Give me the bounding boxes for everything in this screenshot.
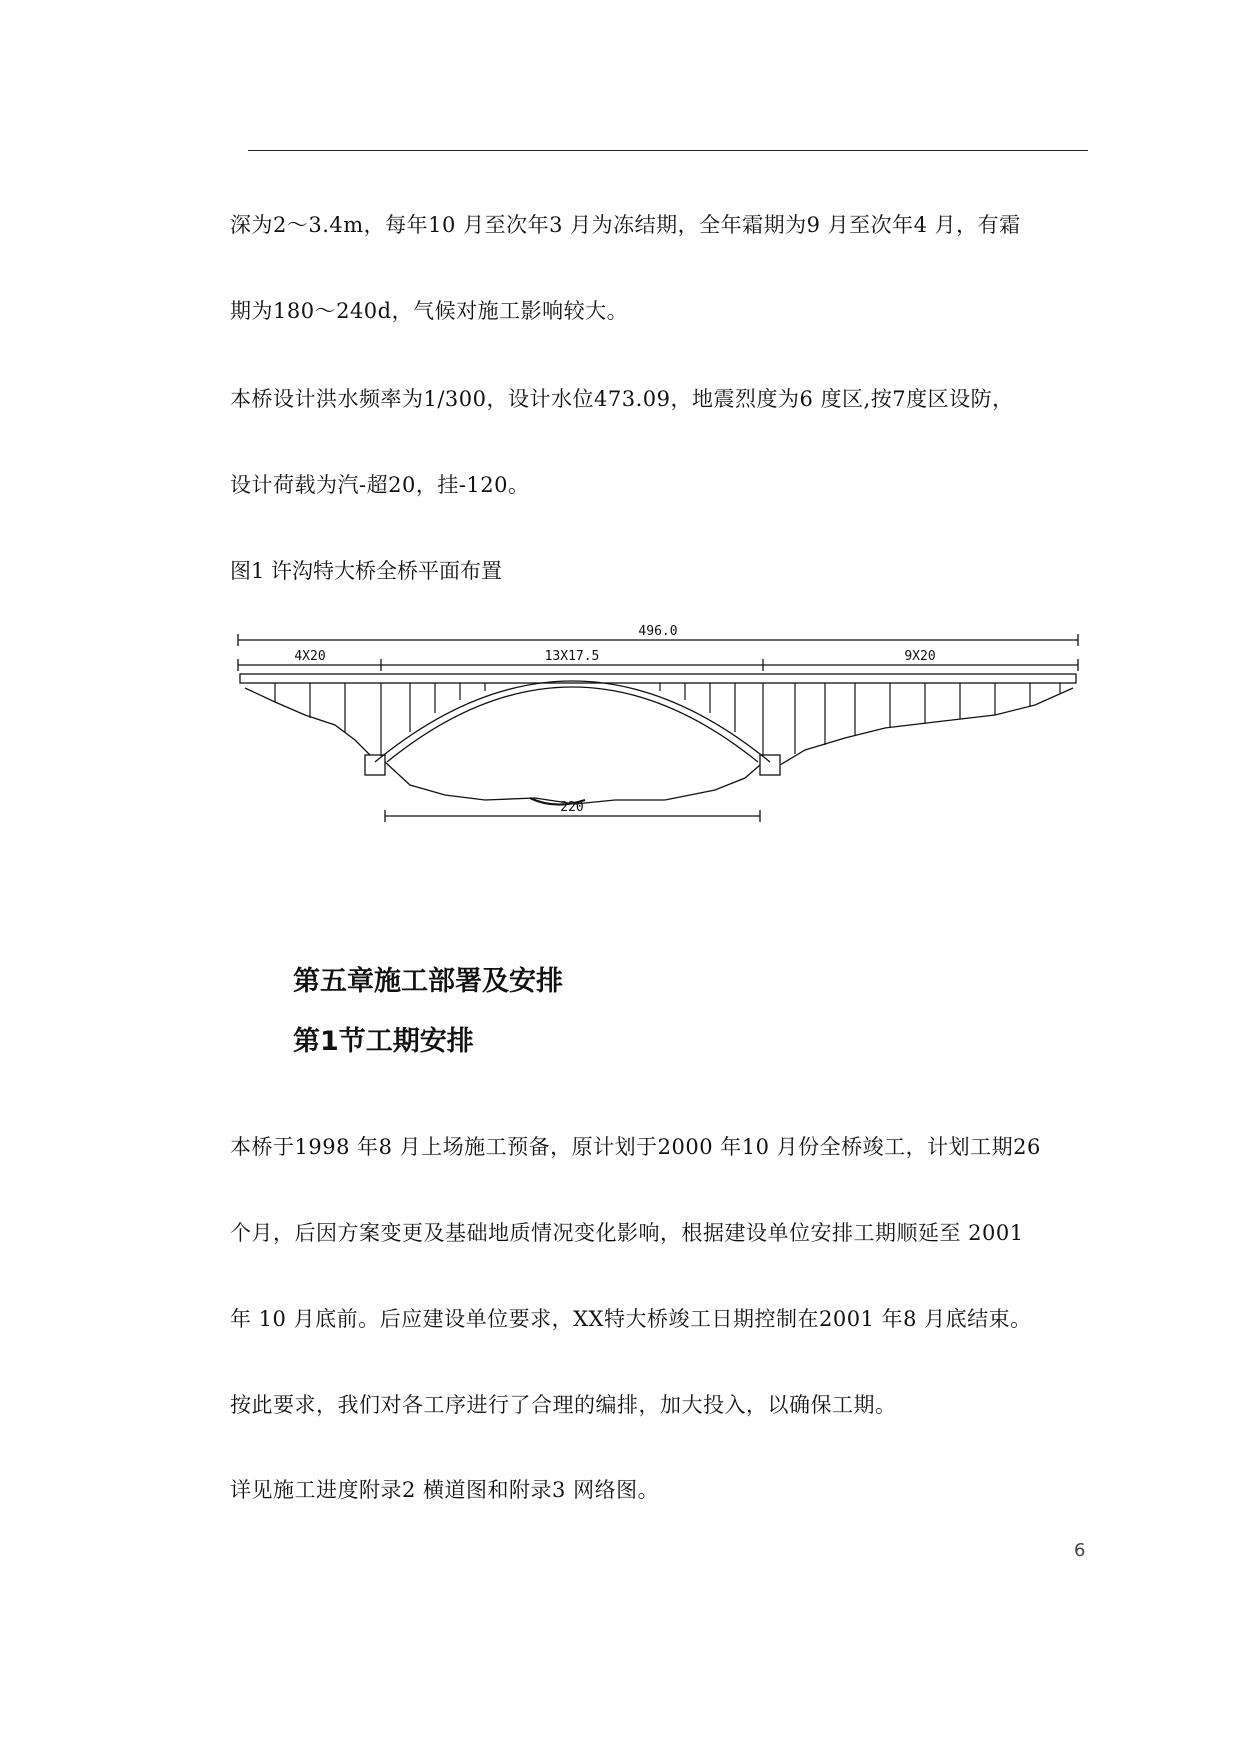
- bridge-elevation-diagram: [235, 620, 1085, 830]
- header-rule: [248, 150, 1088, 151]
- section-heading: 第1节工期安排: [293, 1026, 474, 1057]
- body-line: 按此要求，我们对各工序进行了合理的编排，加大投入，以确保工期。: [230, 1393, 897, 1417]
- paragraph-line: 设计荷载为汽-超20，挂-120。: [230, 473, 530, 497]
- right-span-label: 9X20: [904, 649, 936, 664]
- body-line: 详见施工进度附录2 横道图和附录3 网络图。: [230, 1478, 660, 1502]
- body-line: 本桥于1998 年8 月上场施工预备，原计划于2000 年10 月份全桥竣工，计划工期26: [230, 1135, 1041, 1159]
- page-number: 6: [1074, 1540, 1086, 1561]
- middle-span-label: 13X17.5: [544, 649, 600, 664]
- chapter-heading: 第五章施工部署及安排: [293, 966, 563, 997]
- total-length-label: 496.0: [638, 624, 678, 639]
- paragraph-line: 期为180～240d，气候对施工影响较大。: [230, 299, 629, 323]
- body-line: 年 10 月底前。后应建设单位要求，XX特大桥竣工日期控制在2001 年8 月底结束。: [230, 1307, 1032, 1331]
- left-span-label: 4X20: [294, 649, 326, 664]
- paragraph-line: 本桥设计洪水频率为1/300，设计水位473.09，地震烈度为6 度区,按7度区设防，: [230, 387, 1014, 411]
- figure-caption: 图1 许沟特大桥全桥平面布置: [230, 559, 503, 583]
- arch-span-label: 220: [560, 800, 584, 815]
- body-line: 个月，后因方案变更及基础地质情况变化影响，根据建设单位安排工期顺延至 2001: [230, 1221, 1024, 1245]
- paragraph-line: 深为2～3.4m，每年10 月至次年3 月为冻结期，全年霜期为9 月至次年4 月，有霜: [230, 213, 1021, 237]
